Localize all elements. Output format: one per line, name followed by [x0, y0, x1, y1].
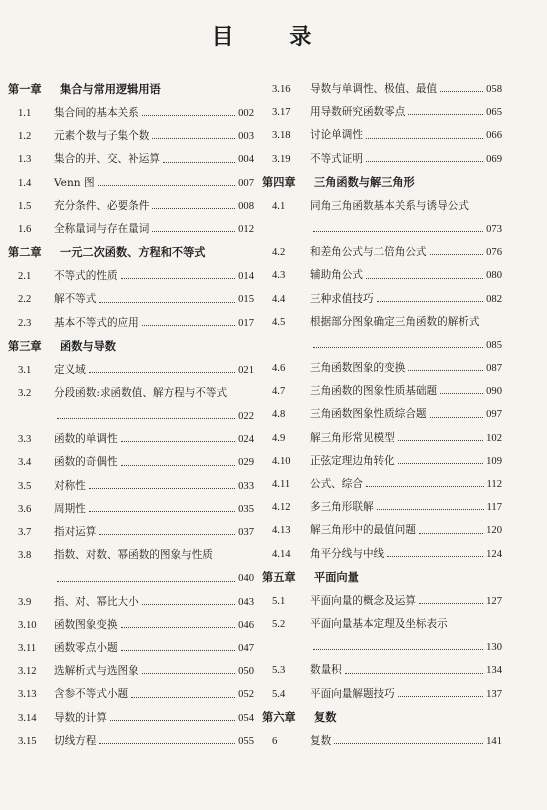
dot-leader	[152, 230, 235, 232]
toc-entry[interactable]	[262, 683, 502, 706]
dot-leader	[121, 440, 236, 442]
section-number: 3.12	[18, 666, 37, 678]
page-number: 050	[238, 666, 254, 678]
section-title: 导数的计算	[54, 711, 107, 724]
chapter-number: 第三章	[8, 339, 42, 353]
dot-leader	[377, 508, 484, 510]
toc-entry[interactable]	[262, 473, 502, 496]
toc-entry[interactable]	[8, 451, 254, 474]
toc-entry[interactable]	[262, 124, 502, 147]
toc-entry[interactable]	[8, 148, 254, 171]
section-title: 元素个数与子集个数	[54, 130, 150, 143]
page-number: 120	[486, 525, 502, 537]
dot-leader	[152, 207, 235, 209]
section-title: Venn 图	[54, 176, 95, 189]
page-number: 033	[238, 480, 254, 492]
section-title: 三种求值技巧	[310, 292, 374, 305]
page-number: 087	[486, 363, 502, 375]
toc-entry[interactable]	[262, 427, 502, 450]
dot-leader	[89, 510, 235, 512]
dot-leader	[398, 439, 483, 441]
toc-entry[interactable]	[262, 264, 502, 287]
section-number: 4.12	[272, 502, 291, 514]
section-number: 5.3	[272, 665, 286, 677]
section-title: 函数零点小题	[54, 641, 118, 654]
section-title: 函数的奇偶性	[54, 456, 118, 469]
toc-entry[interactable]	[8, 614, 254, 637]
page-number: 134	[486, 665, 502, 677]
section-title: 和差角公式与二倍角公式	[310, 246, 427, 259]
toc-entry[interactable]	[8, 195, 254, 218]
page-number: 014	[238, 271, 254, 283]
page-number: 055	[238, 735, 254, 747]
page-number: 043	[238, 596, 254, 608]
dot-leader	[110, 719, 235, 721]
chapter-heading	[262, 706, 502, 730]
dot-leader	[142, 603, 235, 605]
dot-leader	[366, 160, 483, 162]
page-number: 137	[486, 688, 502, 700]
toc-entry[interactable]	[8, 382, 254, 405]
section-title: 周期性	[54, 502, 86, 515]
dot-leader	[440, 392, 483, 394]
toc-entry[interactable]	[262, 311, 502, 334]
page-number: 069	[486, 153, 502, 165]
toc-entry[interactable]	[262, 659, 502, 682]
dot-leader	[152, 137, 235, 139]
section-number: 3.1	[18, 364, 32, 376]
page-number: 054	[238, 712, 254, 724]
section-number: 5.4	[272, 688, 286, 700]
toc-entry[interactable]	[262, 496, 502, 519]
toc-entry[interactable]	[8, 475, 254, 498]
section-title: 不等式的性质	[54, 270, 118, 283]
section-title: 用导数研究函数零点	[310, 106, 406, 119]
chapter-number: 第二章	[8, 246, 42, 260]
toc-entry-continuation[interactable]	[8, 567, 254, 590]
section-title: 集合的并、交、补运算	[54, 153, 160, 166]
dot-leader	[121, 626, 236, 628]
toc-entry[interactable]	[262, 101, 502, 124]
section-number: 1.2	[18, 131, 32, 143]
page-number: 117	[486, 502, 502, 514]
page-number: 003	[238, 131, 254, 143]
section-title: 角平分线与中线	[310, 547, 385, 560]
toc-entry[interactable]	[8, 498, 254, 521]
section-title: 公式、综合	[310, 478, 363, 490]
page-number: 065	[486, 107, 502, 119]
toc-entry[interactable]	[8, 544, 254, 567]
section-number: 3.8	[18, 550, 32, 562]
toc-entry[interactable]	[8, 125, 254, 148]
page-number: 008	[238, 200, 254, 212]
dot-leader	[313, 230, 483, 232]
section-number: 3.5	[18, 480, 32, 492]
dot-leader	[121, 464, 236, 466]
section-number: 3.19	[272, 153, 291, 165]
chapter-title: 函数与导数	[60, 339, 116, 353]
toc-entry[interactable]	[8, 265, 254, 288]
section-number: 3.10	[18, 619, 37, 631]
section-number: 3.7	[18, 527, 32, 538]
dot-leader	[408, 369, 483, 371]
section-title: 复数	[310, 734, 332, 747]
page-number: 130	[486, 642, 502, 654]
page-number: 052	[238, 689, 254, 701]
dot-leader	[419, 532, 483, 534]
section-number: 2.2	[18, 294, 32, 306]
section-number: 1.5	[18, 200, 32, 212]
dot-leader	[377, 300, 484, 302]
page-number: 073	[486, 223, 502, 235]
dot-leader	[131, 696, 235, 698]
section-number: 3.6	[18, 503, 32, 515]
chapter-heading	[8, 78, 254, 102]
page-number: 012	[238, 223, 254, 235]
chapter-number: 第五章	[262, 570, 296, 584]
section-number: 4.11	[272, 479, 291, 490]
page-number: 076	[486, 247, 502, 259]
dot-leader	[163, 161, 235, 163]
toc-entry[interactable]	[8, 428, 254, 451]
section-number: 3.14	[18, 712, 37, 724]
page-number: 002	[238, 108, 254, 119]
toc-entry[interactable]	[262, 357, 502, 380]
page-number: 037	[238, 527, 254, 538]
page-number: 097	[486, 409, 502, 421]
dot-leader	[57, 417, 235, 419]
chapter-title: 平面向量	[314, 570, 359, 584]
toc-entry[interactable]	[262, 241, 502, 264]
page-number: 007	[238, 177, 254, 189]
dot-leader	[313, 648, 483, 650]
dot-leader	[121, 649, 236, 651]
dot-leader	[430, 416, 484, 418]
section-number: 4.14	[272, 548, 291, 560]
page-number: 109	[486, 455, 502, 467]
toc-entry[interactable]	[8, 172, 254, 195]
section-title: 解三角形中的最值问题	[310, 524, 416, 537]
toc-entry[interactable]	[8, 312, 254, 335]
section-number: 3.17	[272, 107, 291, 119]
section-number: 3.2	[18, 387, 32, 399]
toc-entry[interactable]	[262, 543, 502, 566]
section-number: 4.5	[272, 316, 286, 328]
page-number: 066	[486, 130, 502, 142]
section-number: 4.13	[272, 525, 291, 537]
section-title: 讨论单调性	[310, 129, 363, 142]
page-number: 035	[238, 503, 254, 515]
dot-leader	[98, 184, 236, 186]
toc-entry-continuation[interactable]	[8, 405, 254, 428]
dot-leader	[121, 277, 236, 279]
page-number: 047	[238, 642, 254, 654]
dot-leader	[366, 137, 483, 139]
toc-entry[interactable]	[262, 288, 502, 311]
dot-leader	[142, 324, 235, 326]
dot-leader	[366, 485, 484, 487]
section-title: 多三角形联解	[310, 501, 374, 514]
section-title: 三角函数的图象性质基础题	[310, 385, 438, 398]
dot-leader	[99, 533, 235, 535]
page-number: 141	[486, 735, 502, 747]
toc-entry[interactable]	[8, 102, 254, 125]
section-number: 1.1	[18, 108, 32, 119]
dot-leader	[419, 602, 483, 604]
section-number: 5.1	[272, 595, 286, 607]
page-number: 004	[238, 154, 254, 166]
section-title: 解三角形常见模型	[310, 431, 395, 444]
page-number: 124	[486, 548, 502, 560]
section-number: 1.3	[18, 154, 32, 166]
dot-leader	[89, 487, 235, 489]
dot-leader	[57, 580, 235, 582]
section-number: 3.3	[18, 434, 32, 446]
section-number: 3.15	[18, 735, 37, 747]
section-title: 三角函数图象的变换	[310, 362, 406, 375]
section-title: 同角三角函数基本关系与诱导公式	[310, 199, 469, 212]
section-title: 切线方程	[54, 734, 97, 747]
section-title: 函数的单调性	[54, 433, 118, 446]
toc-entry-continuation[interactable]	[262, 218, 502, 241]
section-number: 4.3	[272, 270, 286, 282]
toc-entry[interactable]	[262, 380, 502, 403]
section-title: 分段函数:求函数值、解方程与不等式	[54, 386, 228, 399]
section-title: 根据部分图象确定三角函数的解析式	[310, 315, 480, 328]
page-number: 022	[238, 411, 254, 423]
toc-right-column	[262, 78, 502, 753]
dot-leader	[398, 462, 483, 464]
page-number: 046	[238, 619, 254, 631]
dot-leader	[313, 346, 483, 348]
section-number: 6	[272, 735, 278, 747]
dot-leader	[398, 695, 483, 697]
toc-entry[interactable]	[8, 288, 254, 311]
toc-entry[interactable]	[8, 707, 254, 730]
section-title: 平面向量解题技巧	[310, 687, 395, 700]
section-title: 函数图象变换	[54, 618, 118, 631]
section-title: 充分条件、必要条件	[54, 199, 150, 212]
toc-entry[interactable]	[8, 660, 254, 683]
chapter-heading	[8, 335, 254, 359]
section-title: 定义域	[54, 363, 86, 376]
dot-leader	[366, 277, 483, 279]
toc-entry[interactable]	[262, 148, 502, 171]
dot-leader	[387, 555, 483, 557]
section-title: 数量积	[310, 664, 342, 677]
dot-leader	[99, 742, 235, 744]
section-number: 4.6	[272, 363, 286, 375]
page-number: 082	[486, 293, 502, 305]
section-number: 1.4	[18, 177, 32, 189]
section-title: 平面向量的概念及运算	[310, 594, 416, 607]
section-number: 3.4	[18, 457, 32, 469]
chapter-title: 一元二次函数、方程和不等式	[60, 246, 206, 260]
section-number: 4.2	[272, 247, 286, 259]
chapter-title: 集合与常用逻辑用语	[60, 83, 161, 96]
dot-leader	[334, 742, 483, 744]
toc-entry[interactable]	[262, 78, 502, 101]
section-number: 5.2	[272, 618, 286, 630]
toc-entry[interactable]	[8, 218, 254, 241]
toc-entry[interactable]	[262, 613, 502, 636]
dot-leader	[89, 371, 235, 373]
toc-entry[interactable]	[262, 590, 502, 613]
toc-entry[interactable]	[262, 403, 502, 426]
page-number: 058	[486, 84, 502, 95]
section-title: 基本不等式的应用	[54, 316, 139, 329]
section-number: 4.7	[272, 386, 286, 398]
dot-leader	[142, 672, 235, 674]
section-number: 4.1	[272, 200, 286, 212]
page-number: 080	[486, 270, 502, 282]
dot-leader	[440, 90, 483, 92]
section-number: 3.16	[272, 84, 291, 95]
toc-entry[interactable]	[262, 195, 502, 218]
page-number: 085	[486, 339, 502, 351]
section-title: 集合间的基本关系	[54, 107, 139, 119]
chapter-number: 第一章	[8, 83, 42, 96]
page-number: 040	[238, 573, 254, 585]
toc-entry[interactable]	[8, 591, 254, 614]
dot-leader	[430, 253, 484, 255]
section-number: 3.11	[18, 642, 37, 654]
section-title: 平面向量基本定理及坐标表示	[310, 617, 448, 630]
dot-leader	[99, 301, 235, 303]
page-number: 102	[486, 432, 502, 444]
section-title: 指对运算	[54, 526, 97, 538]
section-number: 4.10	[272, 455, 291, 467]
section-number: 3.18	[272, 130, 291, 142]
section-title: 指数、对数、幂函数的图象与性质	[54, 549, 213, 562]
toc-entry[interactable]	[8, 683, 254, 706]
page-number: 127	[486, 595, 502, 607]
section-title: 辅助角公式	[310, 269, 363, 282]
toc-entry-continuation[interactable]	[262, 636, 502, 659]
section-number: 4.8	[272, 409, 286, 421]
section-number: 4.9	[272, 432, 286, 444]
page-number: 024	[238, 434, 254, 446]
chapter-number: 第六章	[262, 710, 296, 724]
section-title: 指、对、幂比大小	[54, 595, 139, 608]
chapter-heading	[262, 566, 502, 590]
toc-entry[interactable]	[8, 359, 254, 382]
dot-leader	[345, 672, 483, 674]
chapter-heading	[8, 241, 254, 265]
dot-leader	[142, 114, 235, 116]
chapter-title: 复数	[314, 710, 337, 724]
page-number: 112	[486, 479, 502, 490]
page-number: 029	[238, 457, 254, 469]
section-title: 选解析式与选图象	[54, 665, 139, 678]
section-title: 对称性	[54, 479, 86, 492]
section-title: 正弦定理边角转化	[310, 454, 395, 467]
section-title: 含参不等式小题	[54, 688, 129, 701]
toc-entry[interactable]	[8, 521, 254, 544]
section-title: 导数与单调性、极值、最值	[310, 83, 438, 95]
section-number: 4.4	[272, 293, 286, 305]
toc-entry-continuation[interactable]	[262, 334, 502, 357]
toc-entry[interactable]	[262, 519, 502, 542]
toc-entry[interactable]	[262, 730, 502, 753]
toc-left-column	[8, 78, 254, 753]
chapter-title: 三角函数与解三角形	[314, 175, 415, 189]
section-number: 1.6	[18, 223, 32, 235]
toc-entry[interactable]	[8, 637, 254, 660]
page-number: 090	[486, 386, 502, 398]
page-number: 021	[238, 364, 254, 376]
section-number: 2.3	[18, 317, 32, 329]
section-title: 不等式证明	[310, 152, 363, 165]
dot-leader	[408, 113, 483, 115]
page-title: 目 录	[211, 25, 336, 50]
page-number: 017	[238, 317, 254, 329]
toc-entry[interactable]	[8, 730, 254, 753]
section-number: 3.13	[18, 689, 37, 701]
chapter-number: 第四章	[262, 175, 296, 189]
section-number: 2.1	[18, 271, 32, 283]
chapter-heading	[262, 171, 502, 195]
section-number: 3.9	[18, 596, 32, 608]
toc-entry[interactable]	[262, 450, 502, 473]
section-title: 三角函数图象性质综合题	[310, 408, 427, 421]
section-title: 全称量词与存在量词	[54, 222, 150, 235]
section-title: 解不等式	[54, 293, 97, 306]
page-number: 015	[238, 294, 254, 306]
